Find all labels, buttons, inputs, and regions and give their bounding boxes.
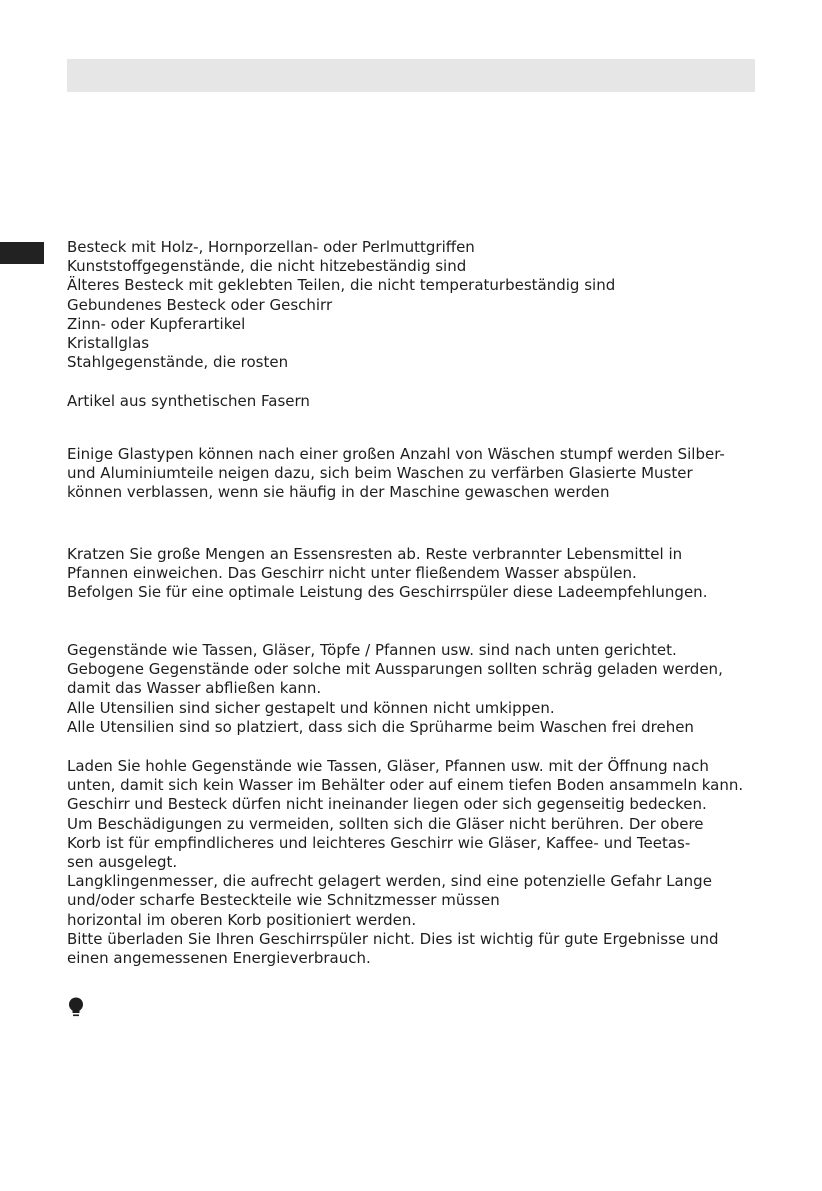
text-line: Gebogene Gegenstände oder solche mit Aussparungen sollten schräg geladen werden, xyxy=(67,660,723,679)
header-bar xyxy=(67,59,755,92)
list-item: Zinn- oder Kupferartikel xyxy=(67,314,246,333)
text-line: Korb ist für empfindlicheres und leichteres Geschirr wie Gläser, Kaffee- und Teetas- xyxy=(67,833,691,852)
text-line: einen angemessenen Energieverbrauch. xyxy=(67,949,371,968)
list-item: Besteck mit Holz-, Hornporzellan- oder Perlmuttgriffen xyxy=(67,238,475,256)
text-line: Einige Glastypen können nach einer großen Anzahl von Wäschen stumpf werden Silber- xyxy=(67,445,725,463)
text-line: Kratzen Sie große Mengen an Essensresten ab. Reste verbrannter Lebensmittel in xyxy=(67,545,683,563)
text-line: Langklingenmesser, die aufrecht gelagert werden, sind eine potenzielle Gefahr Lange xyxy=(67,872,712,891)
text-line: Geschirr und Besteck dürfen nicht ineinander liegen oder sich gegenseitig bedecken. xyxy=(67,795,707,814)
list-item: Artikel aus synthetischen Fasern xyxy=(67,392,310,410)
lightbulb-icon xyxy=(66,996,86,1020)
list-item: Gebundenes Besteck oder Geschirr xyxy=(67,295,333,314)
text-line: Befolgen Sie für eine optimale Leistung des Geschirrspüler diese Ladeempfehlungen. xyxy=(67,583,708,602)
list-item: Kunststoffgegenstände, die nicht hitzebeständig sind xyxy=(67,257,467,276)
side-language-tab xyxy=(0,242,44,264)
text-line: Um Beschädigungen zu vermeiden, sollten sich die Gläser nicht berühren. Der obere xyxy=(67,814,704,833)
prep-paragraph xyxy=(67,545,767,603)
text-line: horizontal im oberen Korb positioniert werden. xyxy=(67,910,417,929)
glass-note-paragraph xyxy=(67,445,767,503)
text-line: Gegenstände wie Tassen, Gläser, Töpfe / Pfannen usw. sind nach unten gerichtet. xyxy=(67,641,677,659)
list-item: Stahlgegenstände, die rosten xyxy=(67,353,289,372)
text-line: sen ausgelegt. xyxy=(67,853,178,872)
list-item: Älteres Besteck mit geklebten Teilen, die nicht temperaturbeständig sind xyxy=(67,276,616,295)
text-line: unten, damit sich kein Wasser im Behälter oder auf einem tiefen Boden ansammeln kann. xyxy=(67,776,744,795)
details-paragraph xyxy=(67,757,767,968)
text-line: damit das Wasser abfließen kann. xyxy=(67,679,322,698)
list-item: Kristallglas xyxy=(67,334,150,353)
loading-paragraph xyxy=(67,641,767,737)
text-line: Pfannen einweichen. Das Geschirr nicht unter fließendem Wasser abspülen. xyxy=(67,564,637,583)
text-line: können verblassen, wenn sie häufig in der Maschine gewaschen werden xyxy=(67,483,610,502)
text-line: und Aluminiumteile neigen dazu, sich beim Waschen zu verfärben Glasierte Muster xyxy=(67,464,693,483)
text-line: Alle Utensilien sind sicher gestapelt und können nicht umkippen. xyxy=(67,698,555,717)
not-suitable-extra xyxy=(67,392,767,411)
text-line: Alle Utensilien sind so platziert, dass sich die Sprüharme beim Waschen frei drehen xyxy=(67,717,694,736)
text-line: und/oder scharfe Besteckteile wie Schnitzmesser müssen xyxy=(67,891,500,910)
text-line: Bitte überladen Sie Ihren Geschirrspüler nicht. Dies ist wichtig für gute Ergebnisse und xyxy=(67,929,719,948)
not-suitable-list xyxy=(67,238,767,372)
text-line: Laden Sie hohle Gegenstände wie Tassen, Gläser, Pfannen usw. mit der Öffnung nach xyxy=(67,757,709,775)
